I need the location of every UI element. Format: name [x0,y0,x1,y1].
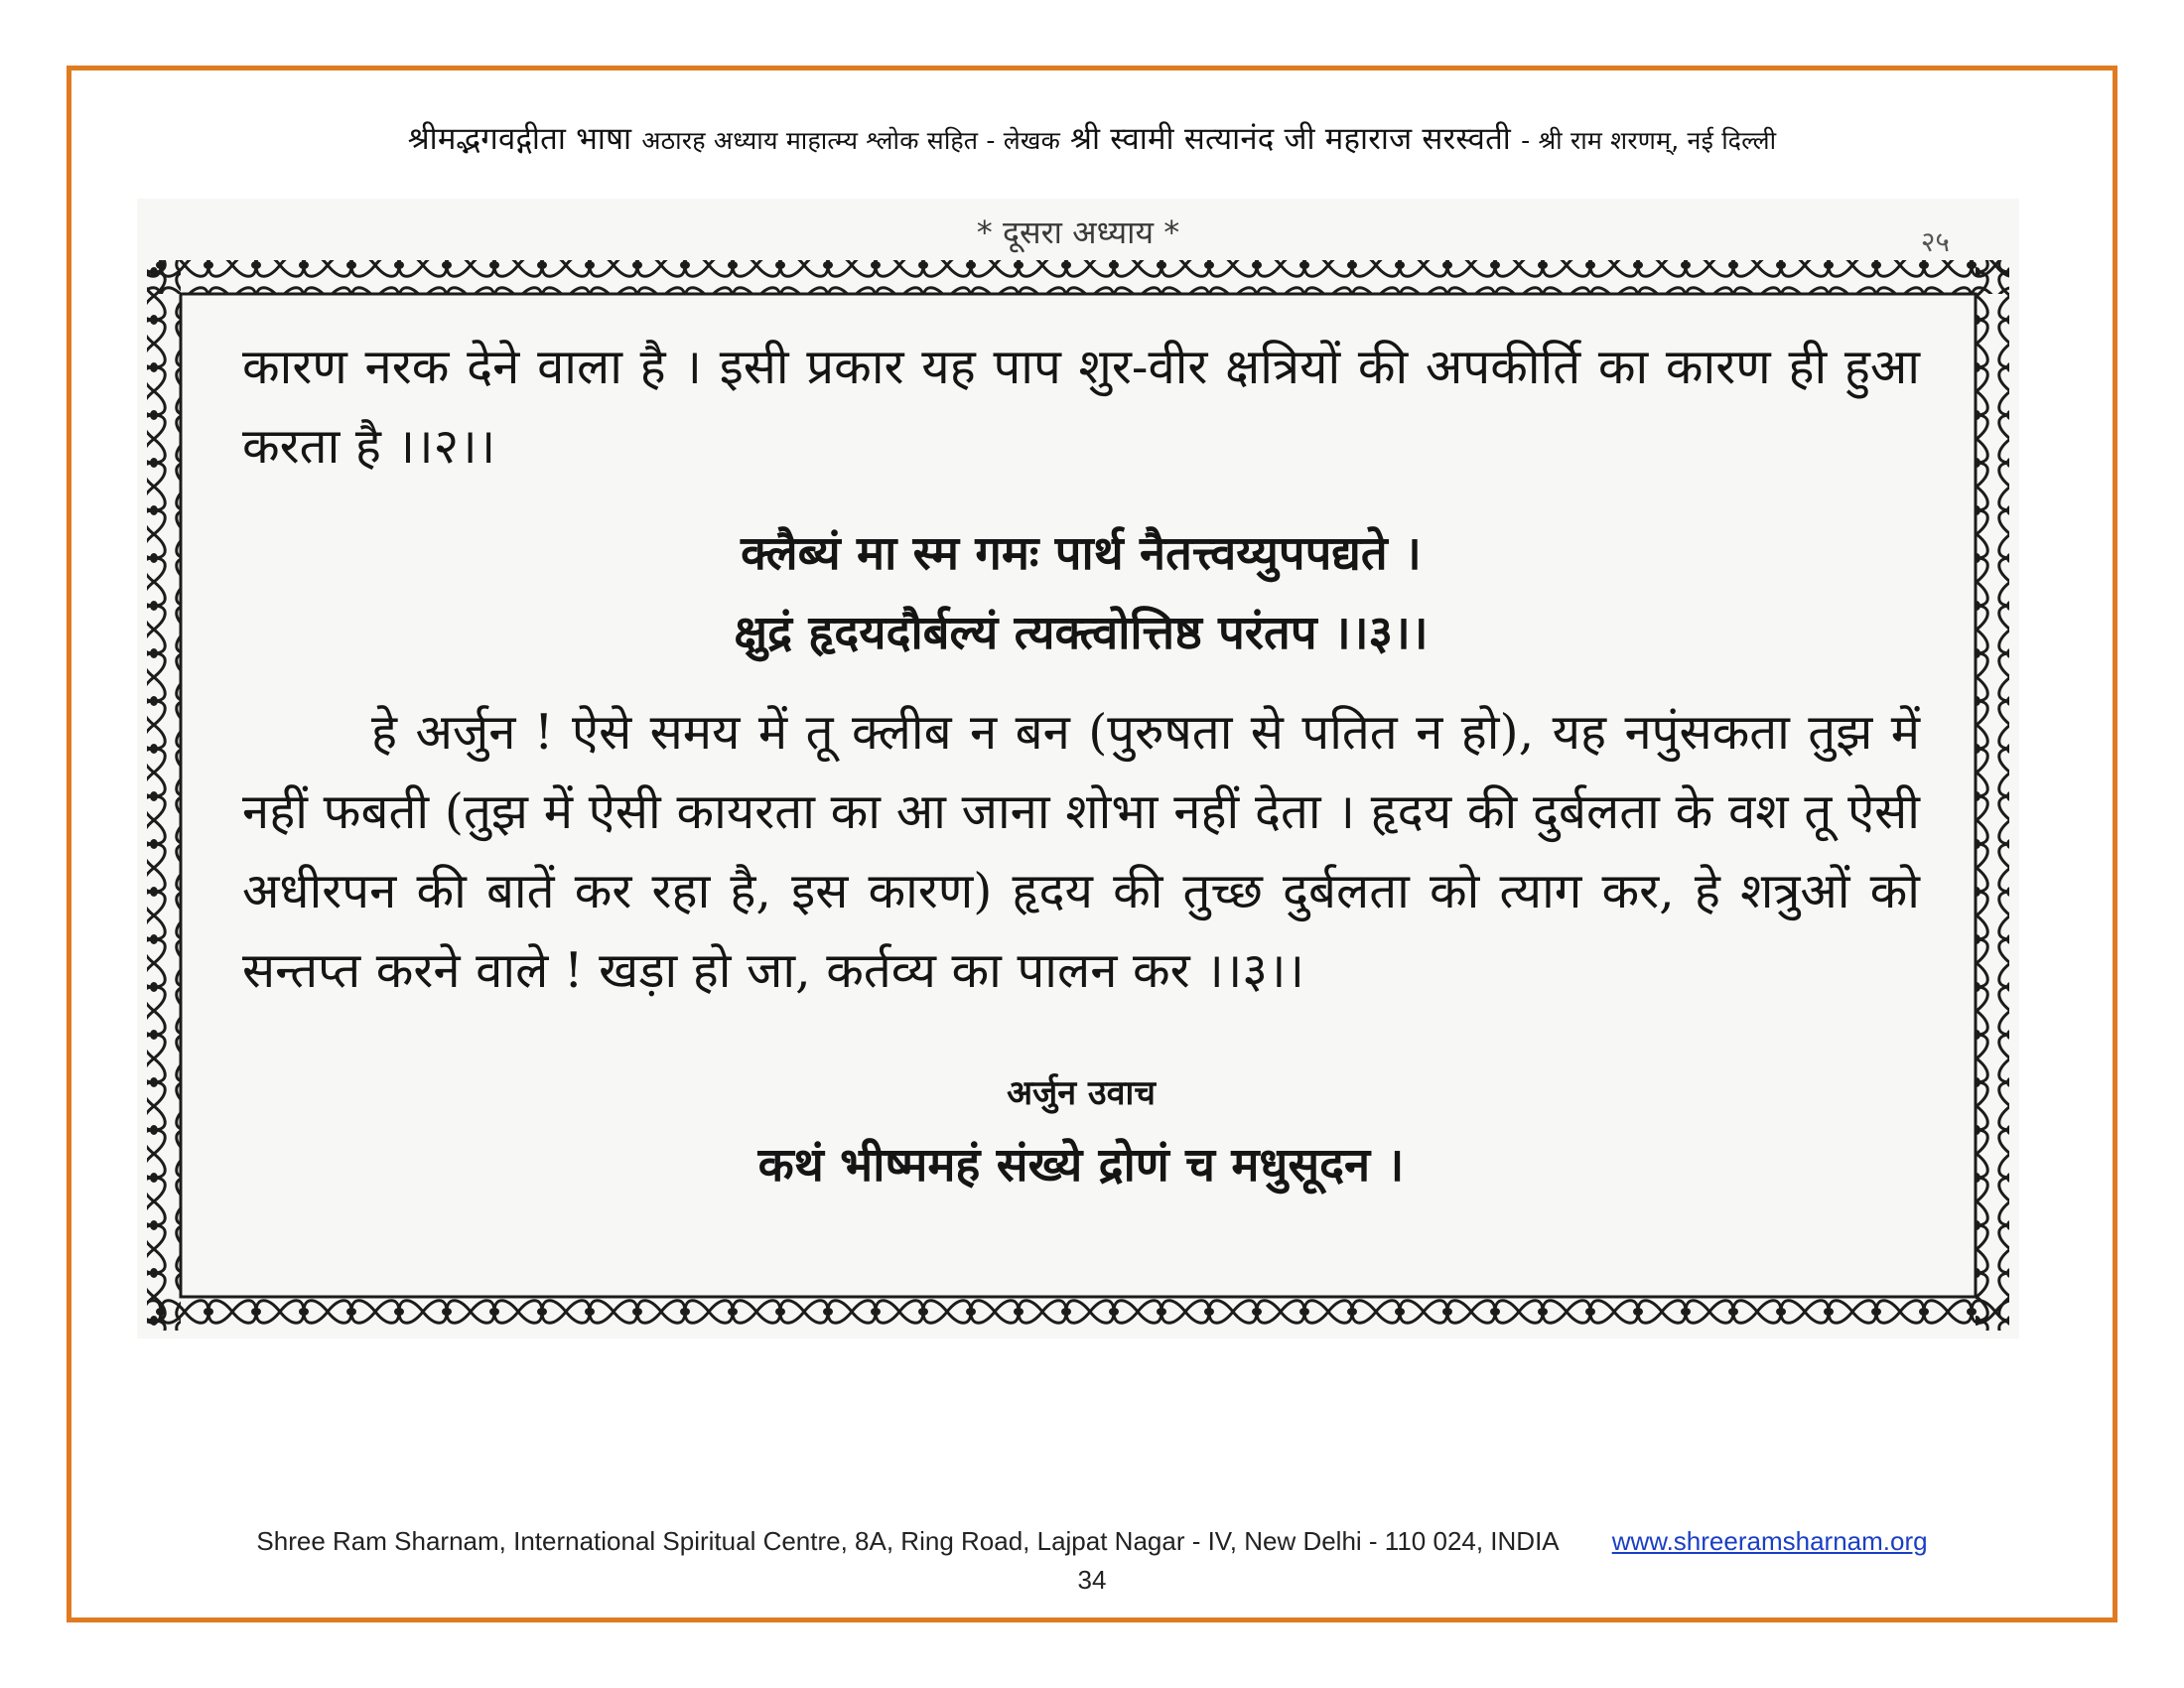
header-author: श्री स्वामी सत्यानंद जी महाराज सरस्वती [1070,121,1512,157]
paragraph-2: हे अर्जुन ! ऐसे समय में तू क्लीब न बन (पुरुषता से पतित न हो), यह नपुंसकता तुझ में नहीं फबती (तुझ में ऐसी कायरता का आ जाना शोभा नहीं देता । हृदय की दुर्बलता के वश तू ऐसी अधीरपन की बातें कर रहा है, इस कारण) हृदय की तुच्छ दुर्बलता को त्याग कर, हे शत्रुओं को सन्तप्त करने वाले ! खड़ा हो जा, कर्तव्य का पालन कर ।।३।। [242,704,1920,999]
scanned-page [137,199,2019,1338]
scan-page-number: २५ [1920,225,1950,258]
header-subtitle: अठारह अध्याय माहात्म्य श्लोक सहित - लेखक [641,126,1060,155]
verse-3-line-2: क्षुद्रं हृदयदौर्बल्यं त्यक्त्वोत्तिष्ठ परंतप ।।३।। [734,606,1429,660]
verse-3-line-1: क्लैब्यं मा स्म गमः पार्थ नैतत्त्वय्युपपद्यते । [741,526,1422,581]
verse-3 [242,514,1920,673]
page-footer [0,1526,2184,1557]
website-link[interactable]: www.shreeramsharnam.org [1611,1526,1928,1556]
verse-4-line-1: कथं भीष्ममहं संख्ये द्रोणं च मधुसूदन । [757,1138,1405,1193]
header-title: श्रीमद्भगवद्गीता भाषा [407,121,632,157]
chapter-heading: * दूसरा अध्याय * [976,213,1180,251]
speaker-label: अर्जुन उवाच [1007,1073,1156,1113]
paragraph-1: कारण नरक देने वाला है । इसी प्रकार यह पाप शुर-वीर क्षत्रियों की अपकीर्ति का कारण ही हुआ करता है ।।२।। [242,339,1920,475]
scan-text [242,328,1920,1205]
page-header [0,117,2184,159]
footer-address: Shree Ram Sharnam, International Spiritual Centre, 8A, Ring Road, Lajpat Nagar - IV, New Delhi - 110 024, INDIA [256,1526,1559,1556]
header-publisher: - श्री राम शरणम्, नई दिल्ली [1521,126,1777,155]
page-number: 34 [1077,1565,1107,1595]
